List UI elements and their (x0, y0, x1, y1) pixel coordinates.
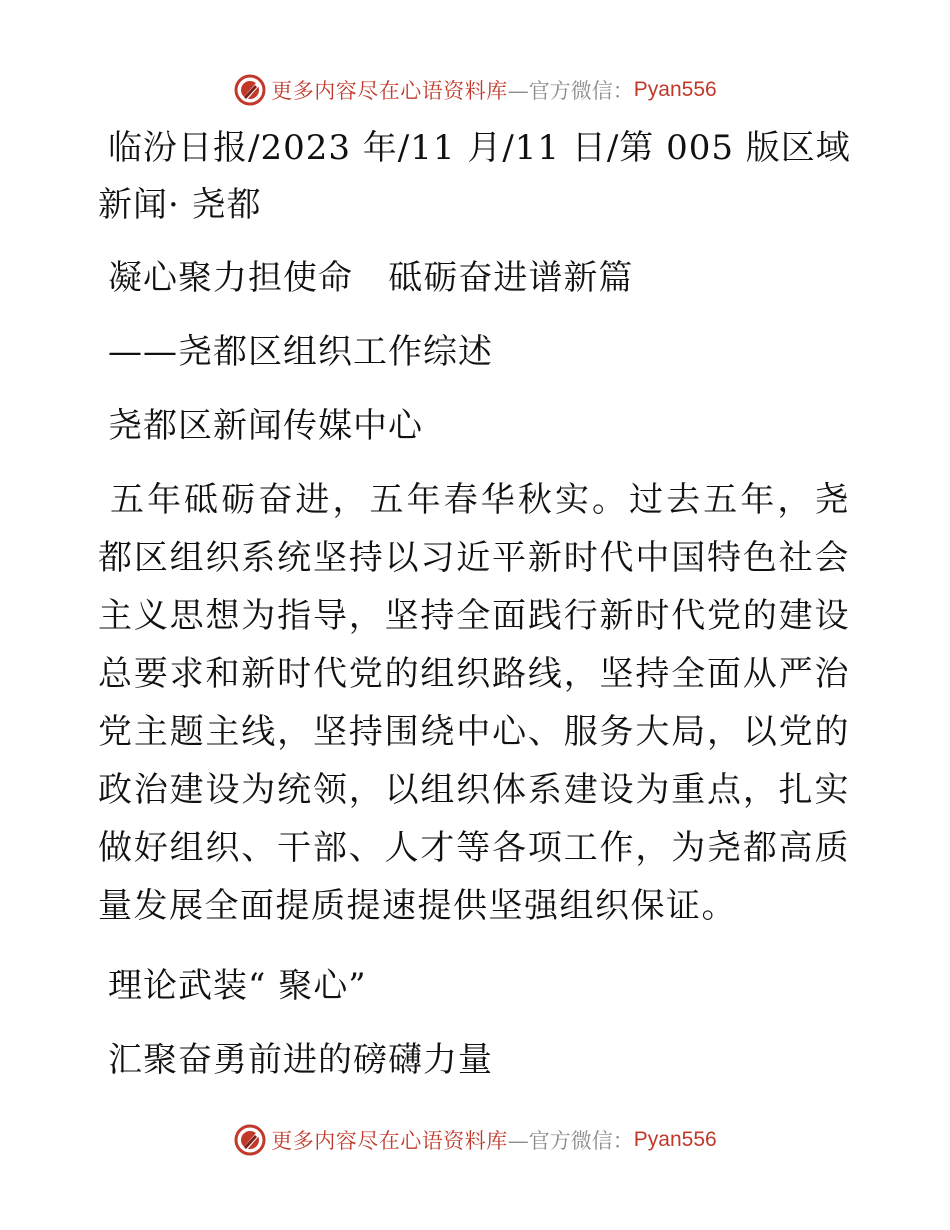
banner-wechat-id: Pyan556 (633, 1128, 717, 1151)
source-line-2: 新闻· 尧都 (98, 185, 262, 225)
pen-nib-logo-icon (233, 1123, 267, 1157)
pen-nib-logo-icon (233, 73, 267, 107)
subheadline: ——尧都区组织工作综述 (108, 332, 493, 372)
banner-label: 更多内容尽在心语资料库 (271, 1129, 508, 1153)
section-title-2: 汇聚奋勇前进的磅礴力量 (108, 1040, 493, 1080)
banner-contact-prefix: —官方微信： (507, 1129, 634, 1153)
headline: 凝心聚力担使命 砥砺奋进谱新篇 (108, 258, 634, 298)
banner-wechat-id: Pyan556 (633, 78, 717, 101)
section-title-1: 理论武装“ 聚心” (108, 966, 367, 1006)
footer-watermark-banner (0, 1120, 950, 1160)
header-watermark-banner (0, 70, 950, 110)
source-line-1: 临汾日报/2023 年/11 月/11 日/第 005 版区域 (108, 128, 851, 168)
banner-contact-prefix: —官方微信： (507, 79, 634, 103)
body-paragraph: 五年砥砺奋进，五年春华秋实。过去五年，尧都区组织系统坚持以习近平新时代中国特色社会主义思想为指导，坚持全面践行新时代党的建设总要求和新时代党的组织路线，坚持全面从严治党主题主线，坚持围绕中心、服务大局，以党的政治建设为统领，以组织体系建设为重点，扎实做好组织、干部、人才等各项工作，为尧都高质量发展全面提质提速提供坚强组织保证。 (98, 480, 850, 926)
banner-label: 更多内容尽在心语资料库 (271, 79, 508, 103)
byline: 尧都区新闻传媒中心 (108, 406, 423, 446)
